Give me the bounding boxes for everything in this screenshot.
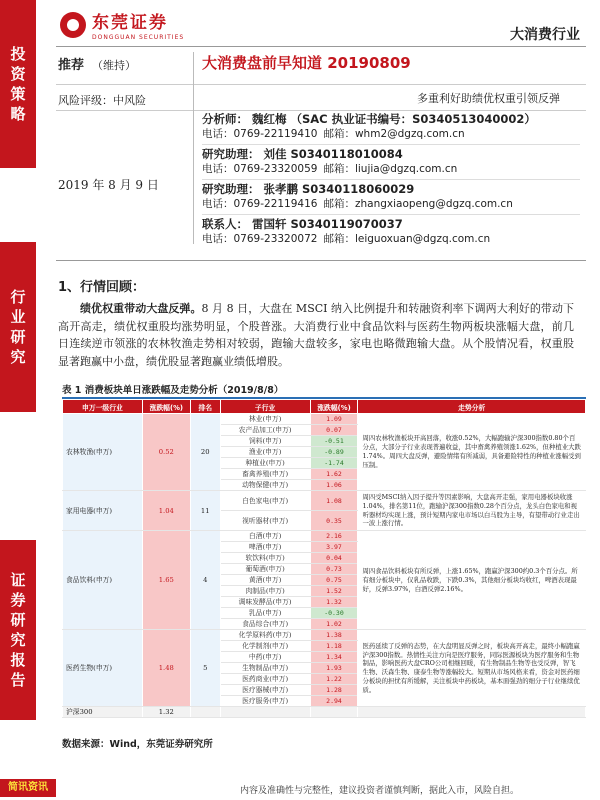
group-change: 1.04 [142,491,190,531]
author-role: 分析师： [202,112,248,126]
subsector-name: 啤酒(申万) [220,542,310,553]
divider [56,84,586,85]
risk-rating: 风险评级：中风险 [58,94,146,107]
author-divider [202,179,580,180]
author-contact-row [202,232,580,247]
subsector-change: -0.89 [310,447,358,458]
subsector-change: 1.09 [310,414,358,425]
trend-analysis: 周四农林牧渔板块开高回落，收涨0.52%，大幅跑输沪深300指数0.80个百分点，大部分子行业表现普遍收益，其中畜禽养殖领涨1.62%，但种植业大跌1.74%。周四大盘反弹，避险情绪有所减弱，具备避险特性的种植业涨幅受到压制。 [358,414,586,491]
author-cert-id: S0340118060029 [302,182,415,196]
side-tab-strategy: 投资策略 [0,0,36,168]
vertical-divider [193,52,194,244]
group-rank: 20 [190,414,220,491]
benchmark-change: 1.32 [142,707,190,718]
rating-sub: （维持） [92,59,137,72]
sector-label: 大消费行业 [510,27,580,43]
group-rank: 11 [190,491,220,531]
group-name: 家用电器(申万) [63,491,143,531]
author-role: 研究助理： [202,147,260,161]
subsector-change: 1.38 [310,630,358,641]
subsector-change: 1.02 [310,619,358,630]
author-row [202,217,580,232]
table-row [63,491,586,511]
subsector-name: 种植业(申万) [220,458,310,469]
group-name: 食品饮料(申万) [63,531,143,630]
subsector-change: 0.35 [310,511,358,531]
author-email[interactable]: 邮箱：liujia@dgzq.com.cn [323,163,458,175]
author-name: 魏红梅 [252,112,287,126]
rating-label: 推荐 [58,58,85,73]
table-row [63,414,586,425]
subsector-name: 医药商业(申万) [220,674,310,685]
subsector-change: 1.22 [310,674,358,685]
subsector-change: 1.34 [310,652,358,663]
report-subtitle: 多重利好助绩优权重引领反弹 [417,92,560,105]
group-change: 0.52 [142,414,190,491]
author-phone: 电话：0769-23320072 [202,233,318,245]
author-divider [202,214,580,215]
table-header-row [63,400,586,414]
empty-cell [310,707,358,718]
subsector-change: 0.73 [310,564,358,575]
header-divider [56,46,586,47]
group-change: 1.48 [142,630,190,707]
subsector-change: 1.08 [310,491,358,511]
market-review-paragraph [58,300,574,370]
group-change: 1.65 [142,531,190,630]
table-header: 涨跌幅(%) [142,400,190,414]
author-contact-row [202,197,580,212]
author-divider [202,144,580,145]
subsector-change: 2.94 [310,696,358,707]
table-row [63,531,586,542]
subsector-name: 乳品(申万) [220,608,310,619]
subsector-name: 化学原料药(申万) [220,630,310,641]
subsector-change: 1.93 [310,663,358,674]
divider [56,260,586,261]
subsector-change: 1.18 [310,641,358,652]
subsector-change: 0.04 [310,553,358,564]
subsector-change: 2.16 [310,531,358,542]
author-block [202,112,580,247]
subsector-change: 1.28 [310,685,358,696]
subsector-name: 软饮料(申万) [220,553,310,564]
author-email[interactable]: 邮箱：zhangxiaopeng@dgzq.com.cn [323,198,513,210]
subsector-change: 0.07 [310,425,358,436]
trend-analysis: 周四受MSCI纳入因子提升等因素影响，大盘高开走强，家用电器板块收涨1.04%，排名第11位，跑输沪深300指数0.28个百分点，龙头白色家电和视听器材均实现上涨，预计短期内家电市场以白马股为主导，有望带动行业走出一波上涨行情。 [358,491,586,531]
table-header: 走势分析 [358,400,586,414]
subsector-name: 生物制品(申万) [220,663,310,674]
author-contact-row [202,162,580,177]
subsector-name: 渔业(申万) [220,447,310,458]
subsector-name: 中药(申万) [220,652,310,663]
author-row [202,112,580,127]
table-header: 申万一级行业 [63,400,143,414]
sector-table [62,397,586,718]
brand-name-cn: 东莞证券 [92,13,168,33]
subsector-change: 1.32 [310,597,358,608]
subsector-change: 1.62 [310,469,358,480]
table-header: 排名 [190,400,220,414]
subsector-name: 医疗服务(申万) [220,696,310,707]
author-phone: 电话：0769-22119410 [202,128,318,140]
subsector-name: 饲料(申万) [220,436,310,447]
author-phone: 电话：0769-22119416 [202,198,318,210]
subsector-change: -0.30 [310,608,358,619]
brand-logo-icon [60,12,86,38]
author-name: 刘佳 [263,147,287,161]
author-row [202,147,580,162]
author-email[interactable]: 邮箱：whm2@dgzq.com.cn [323,128,465,140]
subsector-name: 化学制剂(申万) [220,641,310,652]
report-title: 大消费盘前早知道 20190809 [202,54,411,72]
empty-cell [190,707,220,718]
brand-name-en: DONGGUAN SECURITIES [92,34,185,41]
table-header: 涨跌幅(%) [310,400,358,414]
author-role: 研究助理： [202,182,260,196]
subsector-change: 3.97 [310,542,358,553]
subsector-name: 肉制品(申万) [220,586,310,597]
author-name: 张孝鹏 [263,182,298,196]
report-date: 2019 年 8 月 9 日 [58,178,159,192]
section-title: 1、行情回顾： [58,280,146,295]
subsector-name: 葡萄酒(申万) [220,564,310,575]
subsector-name: 白色家电(申万) [220,491,310,511]
divider [56,110,586,111]
subsector-name: 林业(申万) [220,414,310,425]
table-row [63,630,586,641]
subsector-name: 视听器材(申万) [220,511,310,531]
subsector-change: -0.51 [310,436,358,447]
subsector-name: 医疗器械(申万) [220,685,310,696]
author-cert-id: （SAC 执业证书编号：S0340513040002） [290,112,536,126]
side-tab-report: 证券研究报告 [0,540,36,720]
subsector-change: -1.74 [310,458,358,469]
footer-disclaimer: 内容及准确性与完整性，建议投资者谨慎判断，据此入市，风险自担。 [240,786,520,796]
side-tab-industry: 行业研究 [0,242,36,412]
brand-logo [60,8,184,41]
benchmark-name: 沪深300 [63,707,143,718]
subsector-name: 农产品加工(申万) [220,425,310,436]
benchmark-row [63,707,586,718]
author-contact-row [202,127,580,142]
source-note: 数据来源：Wind，东莞证券研究所 [62,739,213,750]
group-name: 农林牧渔(申万) [63,414,143,491]
author-row [202,182,580,197]
author-name: 雷国轩 [252,217,287,231]
table-header: 子行业 [220,400,310,414]
paragraph-body: 8 月 8 日，大盘在 MSCI 纳入比例提升和转融资利率下调两大利好的带动下高开高走，绩优权重股均涨势明显，个股普涨。大消费行业中食品饮料与医药生物两板块涨幅大盘，前几日连续逆市领涨的农林牧渔走势相对较弱，跑输大盘较多，家电也略微跑输大盘。从个股情况看，权重股显著跑赢中小盘，绩优股显著跑赢业绩低增股。 [58,302,574,368]
paragraph-lead: 绩优权重带动大盘反弹。 [80,302,202,315]
subsector-name: 食品综合(申万) [220,619,310,630]
footer-badge: 简讯资讯 [0,779,56,797]
empty-cell [220,707,310,718]
subsector-name: 白酒(申万) [220,531,310,542]
table-caption: 表 1 消费板块单日涨跌幅及走势分析（2019/8/8） [62,385,284,396]
subsector-name: 黄酒(申万) [220,575,310,586]
trend-analysis: 周四食品饮料板块有所反弹，上涨1.65%，跑赢沪深300约0.3个百分点。所有细分板块中，仅乳品收跌，下跌0.3%，其他细分板块均收红，啤酒表现最好，反弹3.97%，白酒反弹2.16%。 [358,531,586,630]
subsector-change: 1.06 [310,480,358,491]
author-cert-id: S0340118010084 [290,147,403,161]
subsector-change: 0.75 [310,575,358,586]
page-footer [0,775,600,800]
author-email[interactable]: 邮箱：leiguoxuan@dgzq.com.cn [323,233,491,245]
subsector-name: 动物保健(申万) [220,480,310,491]
group-rank: 4 [190,531,220,630]
subsector-name: 调味发酵品(申万) [220,597,310,608]
author-cert-id: S0340119070037 [290,217,403,231]
rating [58,54,136,73]
group-name: 医药生物(申万) [63,630,143,707]
group-rank: 5 [190,630,220,707]
trend-analysis: 医药延续了反弹的态势，在大盘明显反弹之时，板块高开高走，最终小幅跑赢沪深300指数。热情性关注方向是医疗服务，同际医源板块为医疗服务和生物制品，影响医药大盘CRO公司相继回暖，有生物制品生物等也受反弹，智飞生物、沃森生物、康泰生物等涨幅较大。短期从市场风格来看，资金对医药细分板块的担忧有所缓解，关注板块中药板块，基本面强劲的细分子行业继续优质。 [358,630,586,707]
empty-cell [358,707,586,718]
author-phone: 电话：0769-23320059 [202,163,318,175]
subsector-name: 畜禽养殖(申万) [220,469,310,480]
subsector-change: 1.52 [310,586,358,597]
author-role: 联系人： [202,217,248,231]
